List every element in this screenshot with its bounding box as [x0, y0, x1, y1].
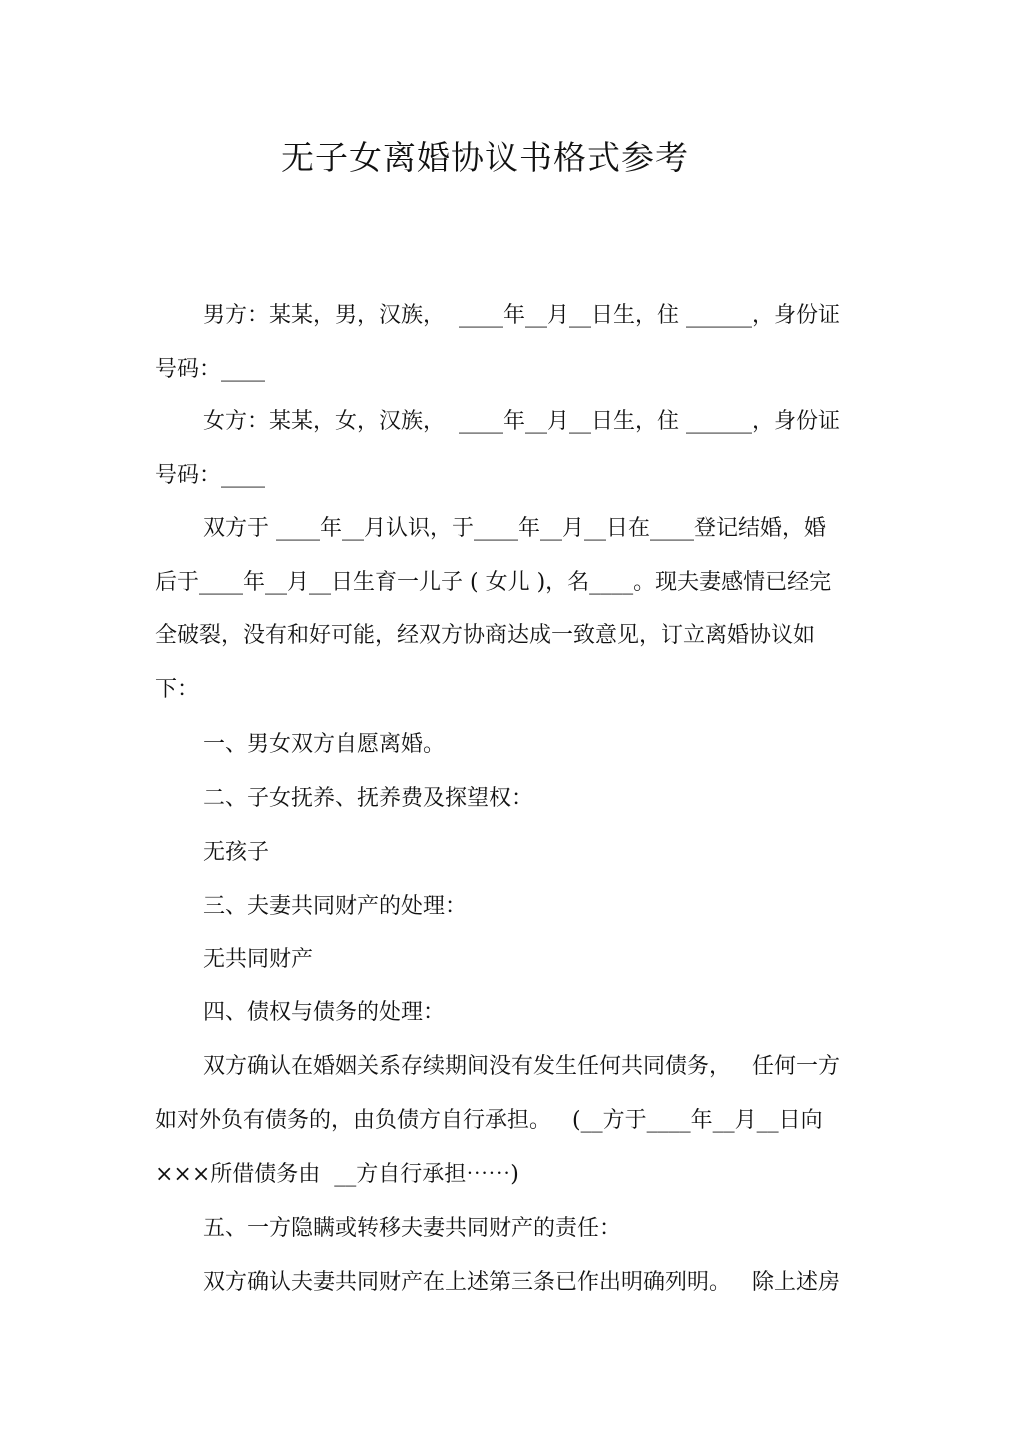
paragraph-line: 四、债权与债务的处理：	[203, 1000, 446, 1025]
paragraph-line: ×××所借债务由 __方自行承担⋯⋯)	[155, 1162, 519, 1187]
paragraph-line: 无孩子	[203, 840, 270, 865]
paragraph-line: 双方于 ____年__月认识，于____年__月__日在____登记结婚，婚	[203, 516, 826, 541]
paragraph-line: 女方：某某，女，汉族， ____年__月__日生，住 ______，身份证	[203, 409, 840, 434]
paragraph-line: 五、一方隐瞒或转移夫妻共同财产的责任：	[203, 1216, 622, 1241]
paragraph-line: 男方：某某，男，汉族， ____年__月__日生，住 ______，身份证	[203, 303, 840, 328]
paragraph-line: 号码：____	[155, 463, 266, 488]
paragraph-line: 号码：____	[155, 357, 266, 382]
paragraph-line: 如对外负有债务的，由负债方自行承担。 (__方于____年__月__日向	[155, 1108, 823, 1133]
paragraph-line: 后于____年__月__日生育一儿子 ( 女儿 )，名____。现夫妻感情已经完	[155, 570, 832, 595]
paragraph-line: 双方确认夫妻共同财产在上述第三条已作出明确列明。 除上述房	[203, 1270, 840, 1295]
paragraph-line: 全破裂，没有和好可能，经双方协商达成一致意见，订立离婚协议如	[155, 623, 816, 648]
paragraph-line: 一、男女双方自愿离婚。	[203, 732, 446, 757]
paragraph-line: 二、子女抚养、抚养费及探望权：	[203, 786, 534, 811]
paragraph-line: 下：	[155, 677, 200, 702]
paragraph-line: 无共同财产	[203, 947, 314, 972]
document-title: 无子女离婚协议书格式参考	[281, 138, 689, 177]
paragraph-line: 三、夫妻共同财产的处理：	[203, 894, 468, 919]
paragraph-line: 双方确认在婚姻关系存续期间没有发生任何共同债务， 任何一方	[203, 1054, 840, 1079]
